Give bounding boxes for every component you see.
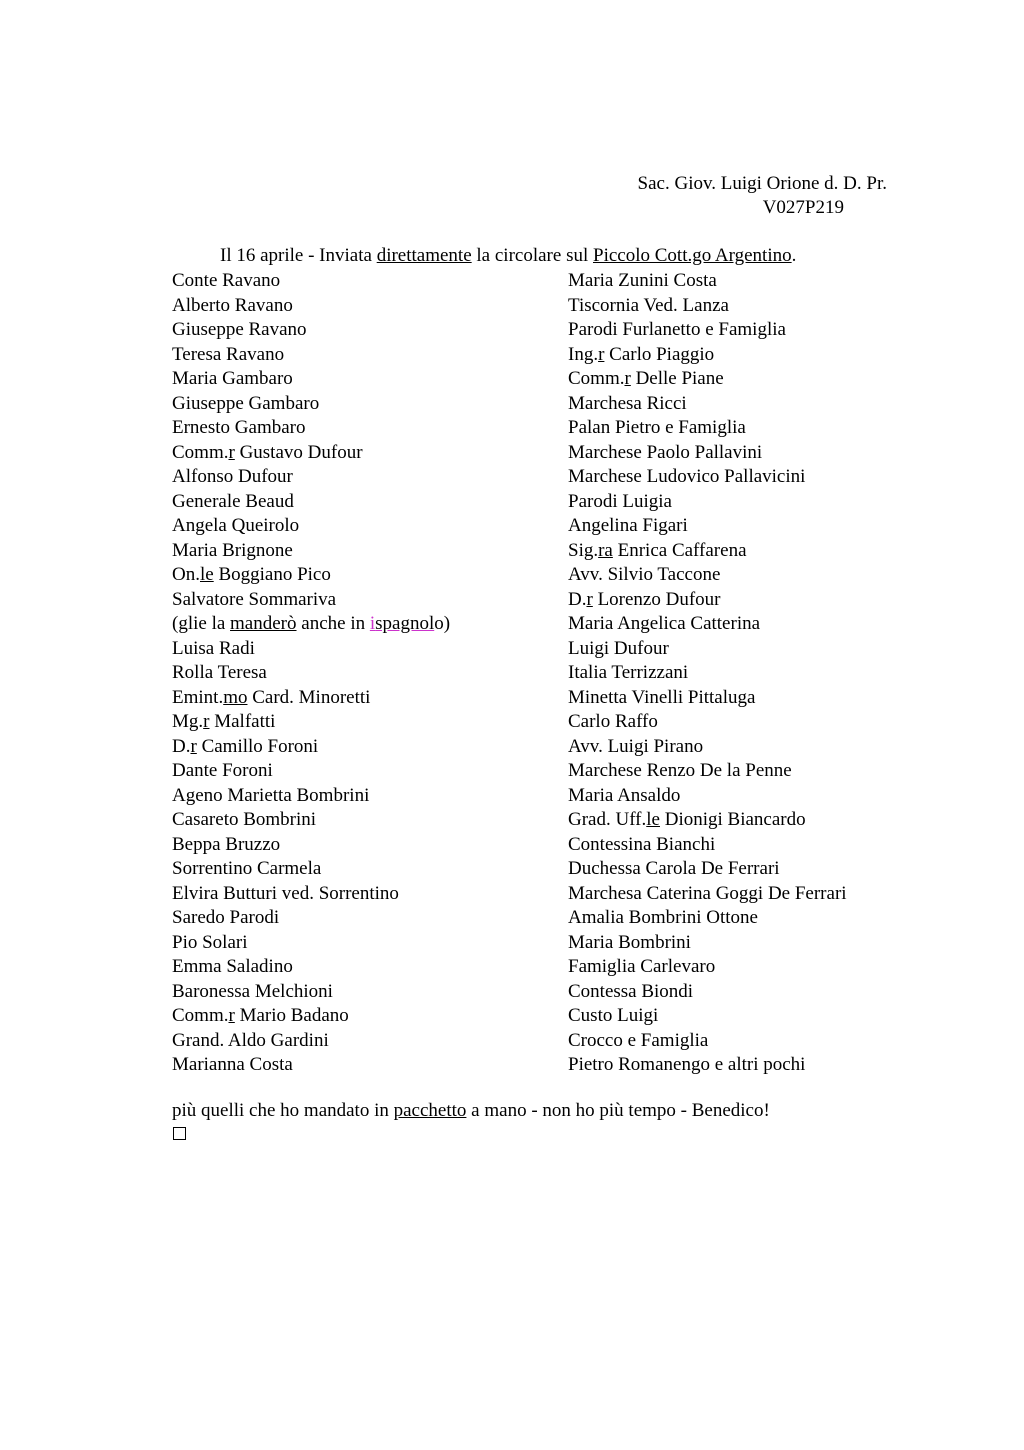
list-item: Alberto Ravano	[172, 294, 293, 316]
list-item: Palan Pietro e Famiglia	[568, 417, 746, 438]
list-item: Ernesto Gambaro	[172, 417, 306, 438]
list-item: Mg.r Malfatti	[172, 711, 276, 732]
list-item: D.r Camillo Foroni	[172, 735, 319, 757]
list-item: Custo Luigi	[568, 1005, 659, 1026]
closing-text: più quelli che ho mandato in	[172, 1100, 394, 1121]
list-item: Giuseppe Ravano	[172, 319, 307, 340]
list-item: Marianna Costa	[172, 1054, 293, 1075]
list-item: Alfonso Dufour	[172, 466, 293, 487]
list-item: Angelina Figari	[568, 515, 688, 536]
document-header	[638, 172, 887, 220]
list-item: Parodi Furlanetto e Famiglia	[568, 319, 786, 340]
intro-underlined-word: direttamente	[376, 245, 472, 266]
list-item: On.le Boggiano Pico	[172, 564, 331, 585]
list-item: Emma Saladino	[172, 956, 293, 977]
intro-text: la circolare sul	[471, 245, 593, 266]
highlighted-word: spagnol	[375, 613, 435, 634]
list-item: Contessina Bianchi	[568, 833, 716, 855]
list-item: (glie la manderò anche in ispagnolo)	[172, 613, 451, 634]
list-item: Marchesa Caterina Goggi De Ferrari	[568, 882, 847, 904]
list-item: Generale Beaud	[172, 490, 294, 512]
list-item: Maria Zunini Costa	[568, 270, 717, 291]
list-item: Marchesa Ricci	[568, 392, 687, 414]
list-item: Pio Solari	[172, 931, 248, 953]
document-code: V027P219	[762, 197, 844, 218]
list-item: Comm.r Mario Badano	[172, 1005, 349, 1026]
list-item: Maria Brignone	[172, 539, 293, 561]
list-item: Saredo Parodi	[172, 907, 280, 928]
list-item: Sorrentino Carmela	[172, 858, 322, 879]
list-item: Minetta Vinelli Pittaluga	[568, 686, 756, 708]
list-item: Parodi Luigia	[568, 490, 672, 512]
list-item: Tiscornia Ved. Lanza	[568, 294, 729, 316]
list-item: Contessa Biondi	[568, 980, 694, 1002]
list-item: Marchese Ludovico Pallavicini	[568, 466, 806, 487]
list-item: Marchese Paolo Pallavini	[568, 441, 763, 463]
list-item: Marchese Renzo De la Penne	[568, 760, 792, 781]
intro-text: Il 16 aprile - Inviata	[220, 245, 377, 266]
list-item: Famiglia Carlevaro	[568, 956, 716, 977]
list-item: Comm.r Gustavo Dufour	[172, 441, 363, 463]
recipient-list-left	[172, 269, 450, 1078]
list-item: Pietro Romanengo e altri pochi	[568, 1054, 806, 1075]
list-item: Dante Foroni	[172, 760, 273, 781]
list-item: Emint.mo Card. Minoretti	[172, 686, 371, 708]
list-item: Beppa Bruzzo	[172, 833, 281, 855]
list-item: Avv. Luigi Pirano	[568, 735, 704, 757]
highlighted-letter: i	[369, 613, 376, 634]
list-item: Carlo Raffo	[568, 711, 658, 732]
intro-underlined-title: Piccolo Cott.go Argentino	[593, 245, 792, 266]
list-item: Ing.r Carlo Piaggio	[568, 343, 715, 365]
author-signature: Sac. Giov. Luigi Orione d. D. Pr.	[637, 173, 887, 194]
list-item: Amalia Bombrini Ottone	[568, 907, 758, 928]
list-item: Comm.r Delle Piane	[568, 368, 724, 389]
list-item: Rolla Teresa	[172, 662, 267, 683]
list-item: Grand. Aldo Gardini	[172, 1029, 329, 1051]
list-item: Ageno Marietta Bombrini	[172, 784, 370, 806]
list-item: Duchessa Carola De Ferrari	[568, 858, 780, 879]
list-item: Grad. Uff.le Dionigi Biancardo	[568, 809, 806, 830]
list-item: Luigi Dufour	[568, 637, 669, 659]
empty-checkbox-symbol	[173, 1127, 186, 1140]
list-item: Maria Bombrini	[568, 931, 691, 953]
list-item: Angela Queirolo	[172, 515, 300, 536]
list-item: Maria Angelica Catterina	[568, 613, 761, 634]
list-item: Maria Ansaldo	[568, 784, 681, 806]
list-item: Maria Gambaro	[172, 368, 293, 389]
list-item: Salvatore Sommariva	[172, 588, 337, 610]
list-item: Conte Ravano	[172, 270, 281, 291]
list-item: Crocco e Famiglia	[568, 1029, 709, 1051]
list-item: Italia Terrizzani	[568, 662, 689, 683]
list-item: Teresa Ravano	[172, 343, 285, 365]
list-item: Casareto Bombrini	[172, 809, 317, 830]
closing-text: a mano - non ho più tempo - Benedico!	[466, 1100, 770, 1121]
list-item: Baronessa Melchioni	[172, 980, 333, 1002]
list-item: Sig.ra Enrica Caffarena	[568, 539, 747, 561]
list-item: D.r Lorenzo Dufour	[568, 588, 721, 610]
list-item: Giuseppe Gambaro	[172, 392, 320, 414]
closing-underlined-word: pacchetto	[393, 1100, 467, 1121]
intro-text: .	[791, 245, 797, 266]
list-item: Avv. Silvio Taccone	[568, 564, 721, 585]
list-item: Luisa Radi	[172, 637, 255, 659]
recipient-list-right	[568, 269, 847, 1078]
intro-line	[220, 244, 796, 268]
closing-line	[172, 1099, 770, 1123]
list-item: Elvira Butturi ved. Sorrentino	[172, 882, 399, 904]
